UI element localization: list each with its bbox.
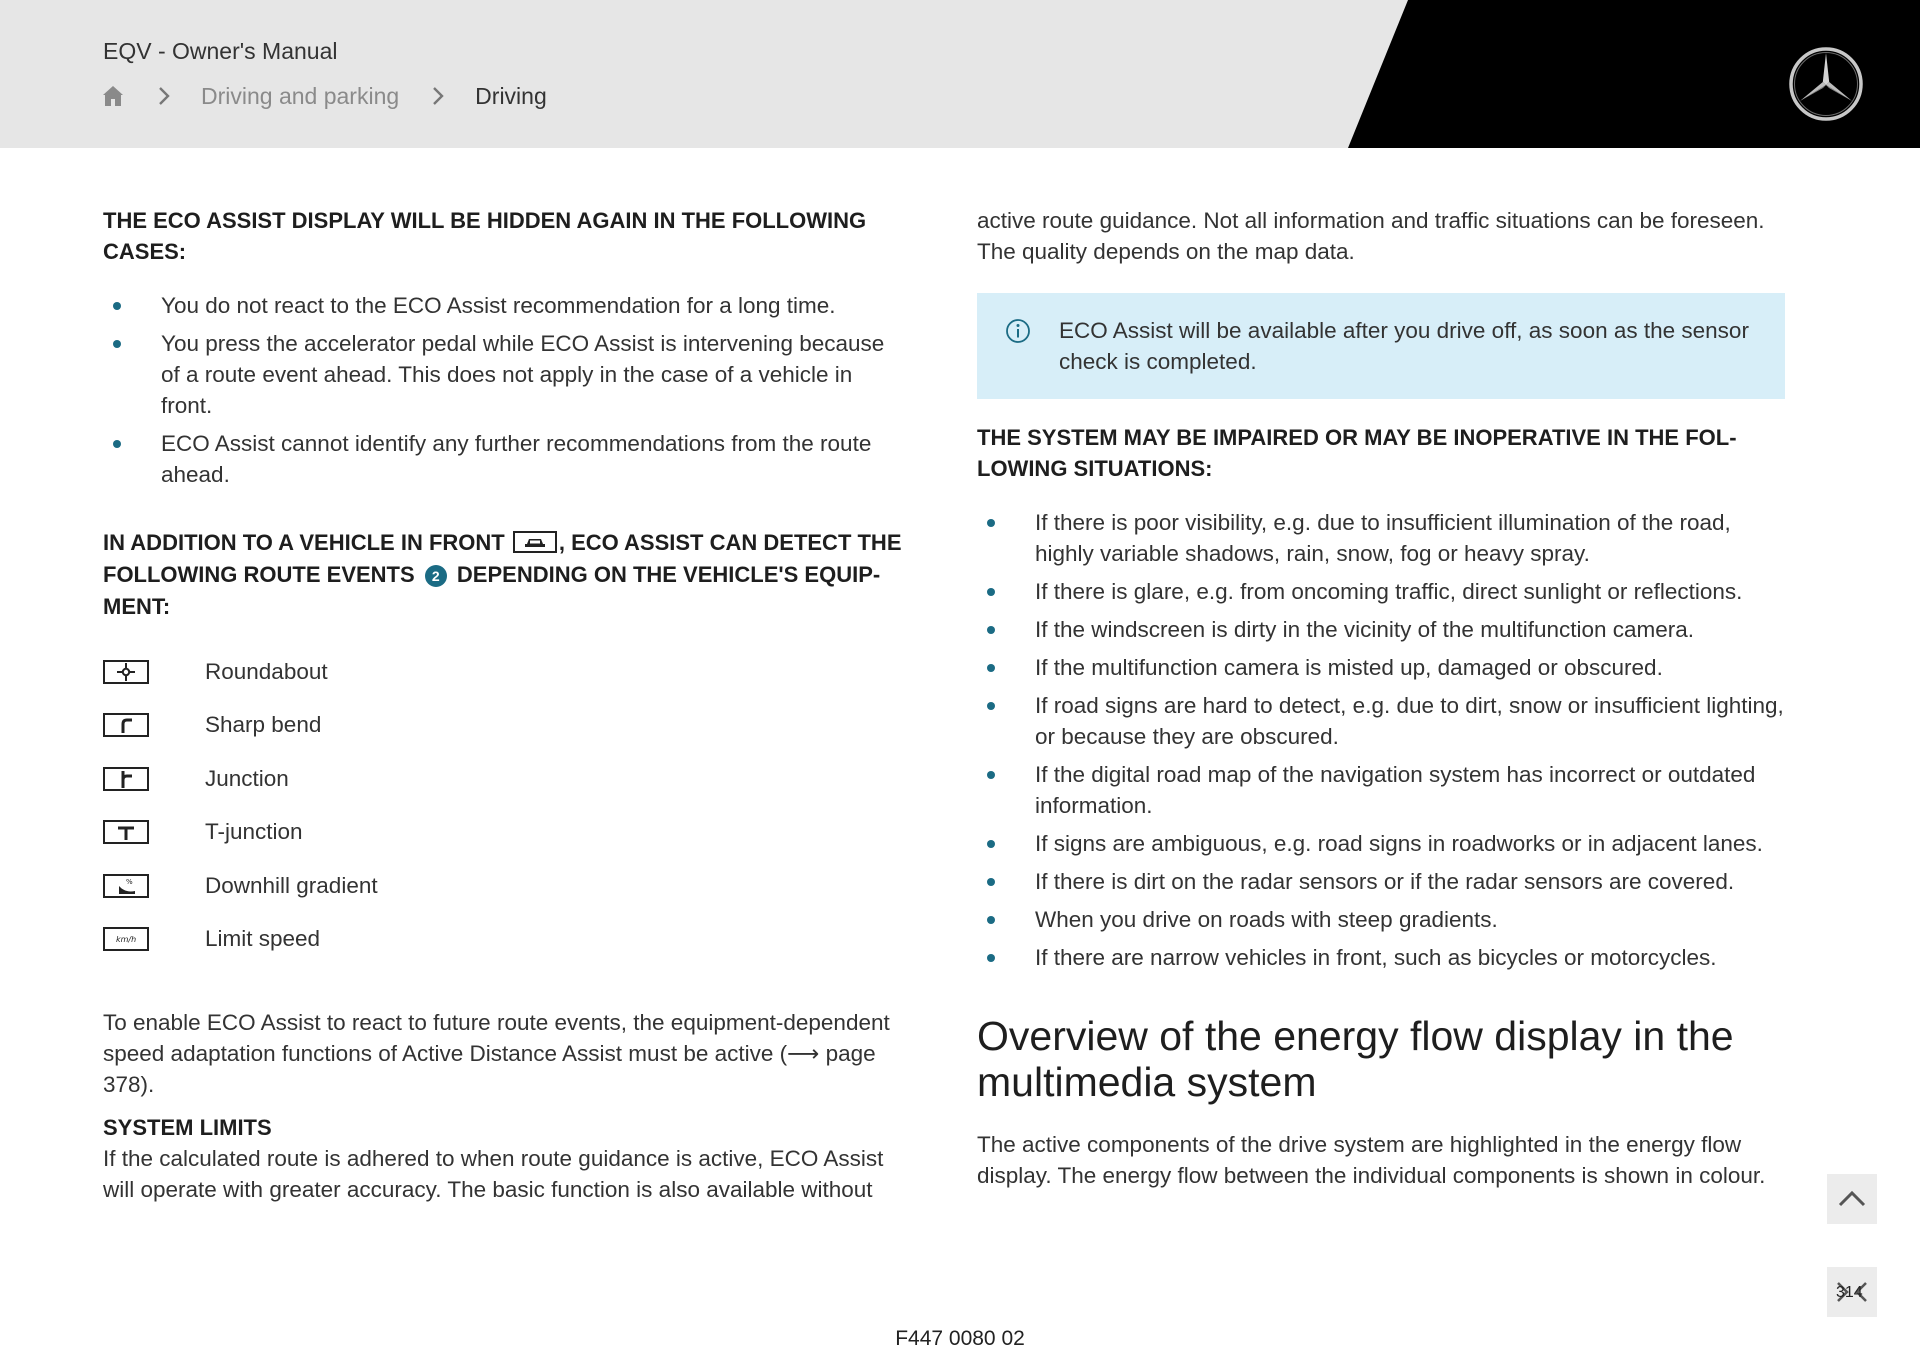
bullet-list-hidden-cases	[103, 290, 903, 490]
info-note-text: ECO Assist will be available after you drive off, as soon as the sensor check is completed.	[1059, 318, 1749, 374]
bullet-icon	[987, 702, 995, 710]
t-junction-icon	[103, 820, 149, 844]
heading-route-events: IN ADDITION TO A VEHICLE IN FRONT , ECO ASSIST CAN DETECT THE FOLLOWING ROUTE EVENTS 2 DEPENDING ON THE VEHICLE'S EQUIPMENT:	[103, 530, 902, 619]
roundabout-icon	[103, 660, 149, 684]
info-note-box	[977, 293, 1785, 399]
list-item: You do not react to the ECO Assist recommendation for a long time.	[103, 290, 903, 321]
bullet-icon	[987, 626, 995, 634]
list-item: If there is dirt on the radar sensors or if the radar sensors are covered.	[977, 866, 1785, 897]
list-item: ECO Assist cannot identify any further recommendations from the route ahead.	[103, 428, 903, 490]
route-events-list	[103, 645, 903, 966]
bullet-icon	[987, 771, 995, 779]
list-item: You press the accelerator pedal while ECO Assist is intervening because of a route event ahead. This does not apply in the case of a vehicle in front.	[103, 328, 903, 421]
limit-speed-icon	[103, 927, 149, 951]
document-title: EQV - Owner's Manual	[103, 38, 338, 64]
list-item: If the digital road map of the navigation system has incorrect or outdated information.	[977, 759, 1785, 821]
list-item: If the windscreen is dirty in the vicinity of the multifunction camera.	[977, 614, 1785, 645]
paragraph-route-guidance-continued: active route guidance. Not all information and traffic situations can be foreseen. The quality depends on the map data.	[977, 208, 1765, 264]
list-item: Sharp bend	[103, 699, 903, 753]
paragraph-energy-flow: The active components of the drive system are highlighted in the energy flow display. The energy flow between the individual components is shown in colour.	[977, 1132, 1766, 1188]
chevron-right-icon	[429, 85, 447, 107]
footer-document-code: F447 0080 02	[895, 1327, 1025, 1350]
info-icon	[1005, 318, 1031, 344]
svg-text:km/h: km/h	[116, 935, 137, 945]
paragraph-system-limits: If the calculated route is adhered to when route guidance is active, ECO Assist will operate with greater accuracy. The basic function is also available without	[103, 1146, 884, 1202]
breadcrumb-link-driving-and-parking[interactable]: Driving and parking	[201, 82, 400, 109]
sharp-bend-icon	[103, 713, 149, 737]
vehicle-in-front-icon	[513, 531, 557, 553]
bullet-icon	[113, 302, 121, 310]
junction-icon	[103, 767, 149, 791]
bullet-list-impaired-situations	[977, 507, 1785, 973]
list-item: If there is glare, e.g. from oncoming traffic, direct sunlight or reflections.	[977, 576, 1785, 607]
bullet-icon	[987, 519, 995, 527]
list-item: If there are narrow vehicles in front, such as bicycles or motorcycles.	[977, 942, 1785, 973]
list-item: If road signs are hard to detect, e.g. due to dirt, snow or insufficient lighting, or because they are obscured.	[977, 690, 1785, 752]
bullet-icon	[987, 954, 995, 962]
home-icon[interactable]	[101, 84, 125, 108]
list-item: If signs are ambiguous, e.g. road signs in roadworks or in adjacent lanes.	[977, 828, 1785, 859]
bullet-icon	[987, 840, 995, 848]
heading-system-impaired: THE SYSTEM MAY BE IMPAIRED OR MAY BE INOPERATIVE IN THE FOLLOWING SITUATIONS:	[977, 425, 1737, 481]
svg-text:%: %	[126, 877, 133, 886]
bullet-icon	[987, 878, 995, 886]
list-item: % Downhill gradient	[103, 859, 903, 913]
list-item: km/h Limit speed	[103, 913, 903, 967]
scroll-to-top-button[interactable]	[1827, 1174, 1877, 1224]
heading-system-limits: SYSTEM LIMITS	[103, 1115, 272, 1140]
list-item: T-junction	[103, 806, 903, 860]
bullet-icon	[113, 440, 121, 448]
bullet-icon	[987, 588, 995, 596]
list-item: When you drive on roads with steep gradients.	[977, 904, 1785, 935]
heading-eco-assist-hidden: THE ECO ASSIST DISPLAY WILL BE HIDDEN AGAIN IN THE FOLLOWING CASES:	[103, 208, 867, 264]
list-item: If there is poor visibility, e.g. due to insufficient illumination of the road, highly variable shadows, rain, snow, fog or heavy spray.	[977, 507, 1785, 569]
bullet-icon	[987, 916, 995, 924]
bullet-icon	[987, 664, 995, 672]
list-item: If the multifunction camera is misted up, damaged or obscured.	[977, 652, 1785, 683]
left-column	[103, 205, 903, 1205]
page-header	[0, 0, 1920, 148]
page-number: 314	[1836, 1284, 1863, 1301]
paragraph-enable-eco-assist: To enable ECO Assist to react to future route events, the equipment-dependent speed adaptation functions of Active Distance Assist must be active (⟶ page 378).	[103, 1010, 890, 1097]
list-item: Junction	[103, 752, 903, 806]
bullet-icon	[113, 340, 121, 348]
right-column	[977, 205, 1785, 1191]
section-heading-energy-flow: Overview of the energy flow display in the multimedia system	[977, 1013, 1734, 1105]
number-badge-2: 2	[425, 565, 447, 587]
breadcrumb	[101, 80, 547, 112]
mercedes-star-logo-icon[interactable]	[1788, 46, 1864, 122]
downhill-gradient-icon	[103, 874, 149, 898]
breadcrumb-current-driving: Driving	[475, 82, 547, 109]
chevron-right-icon	[155, 85, 173, 107]
list-item: Roundabout	[103, 645, 903, 699]
